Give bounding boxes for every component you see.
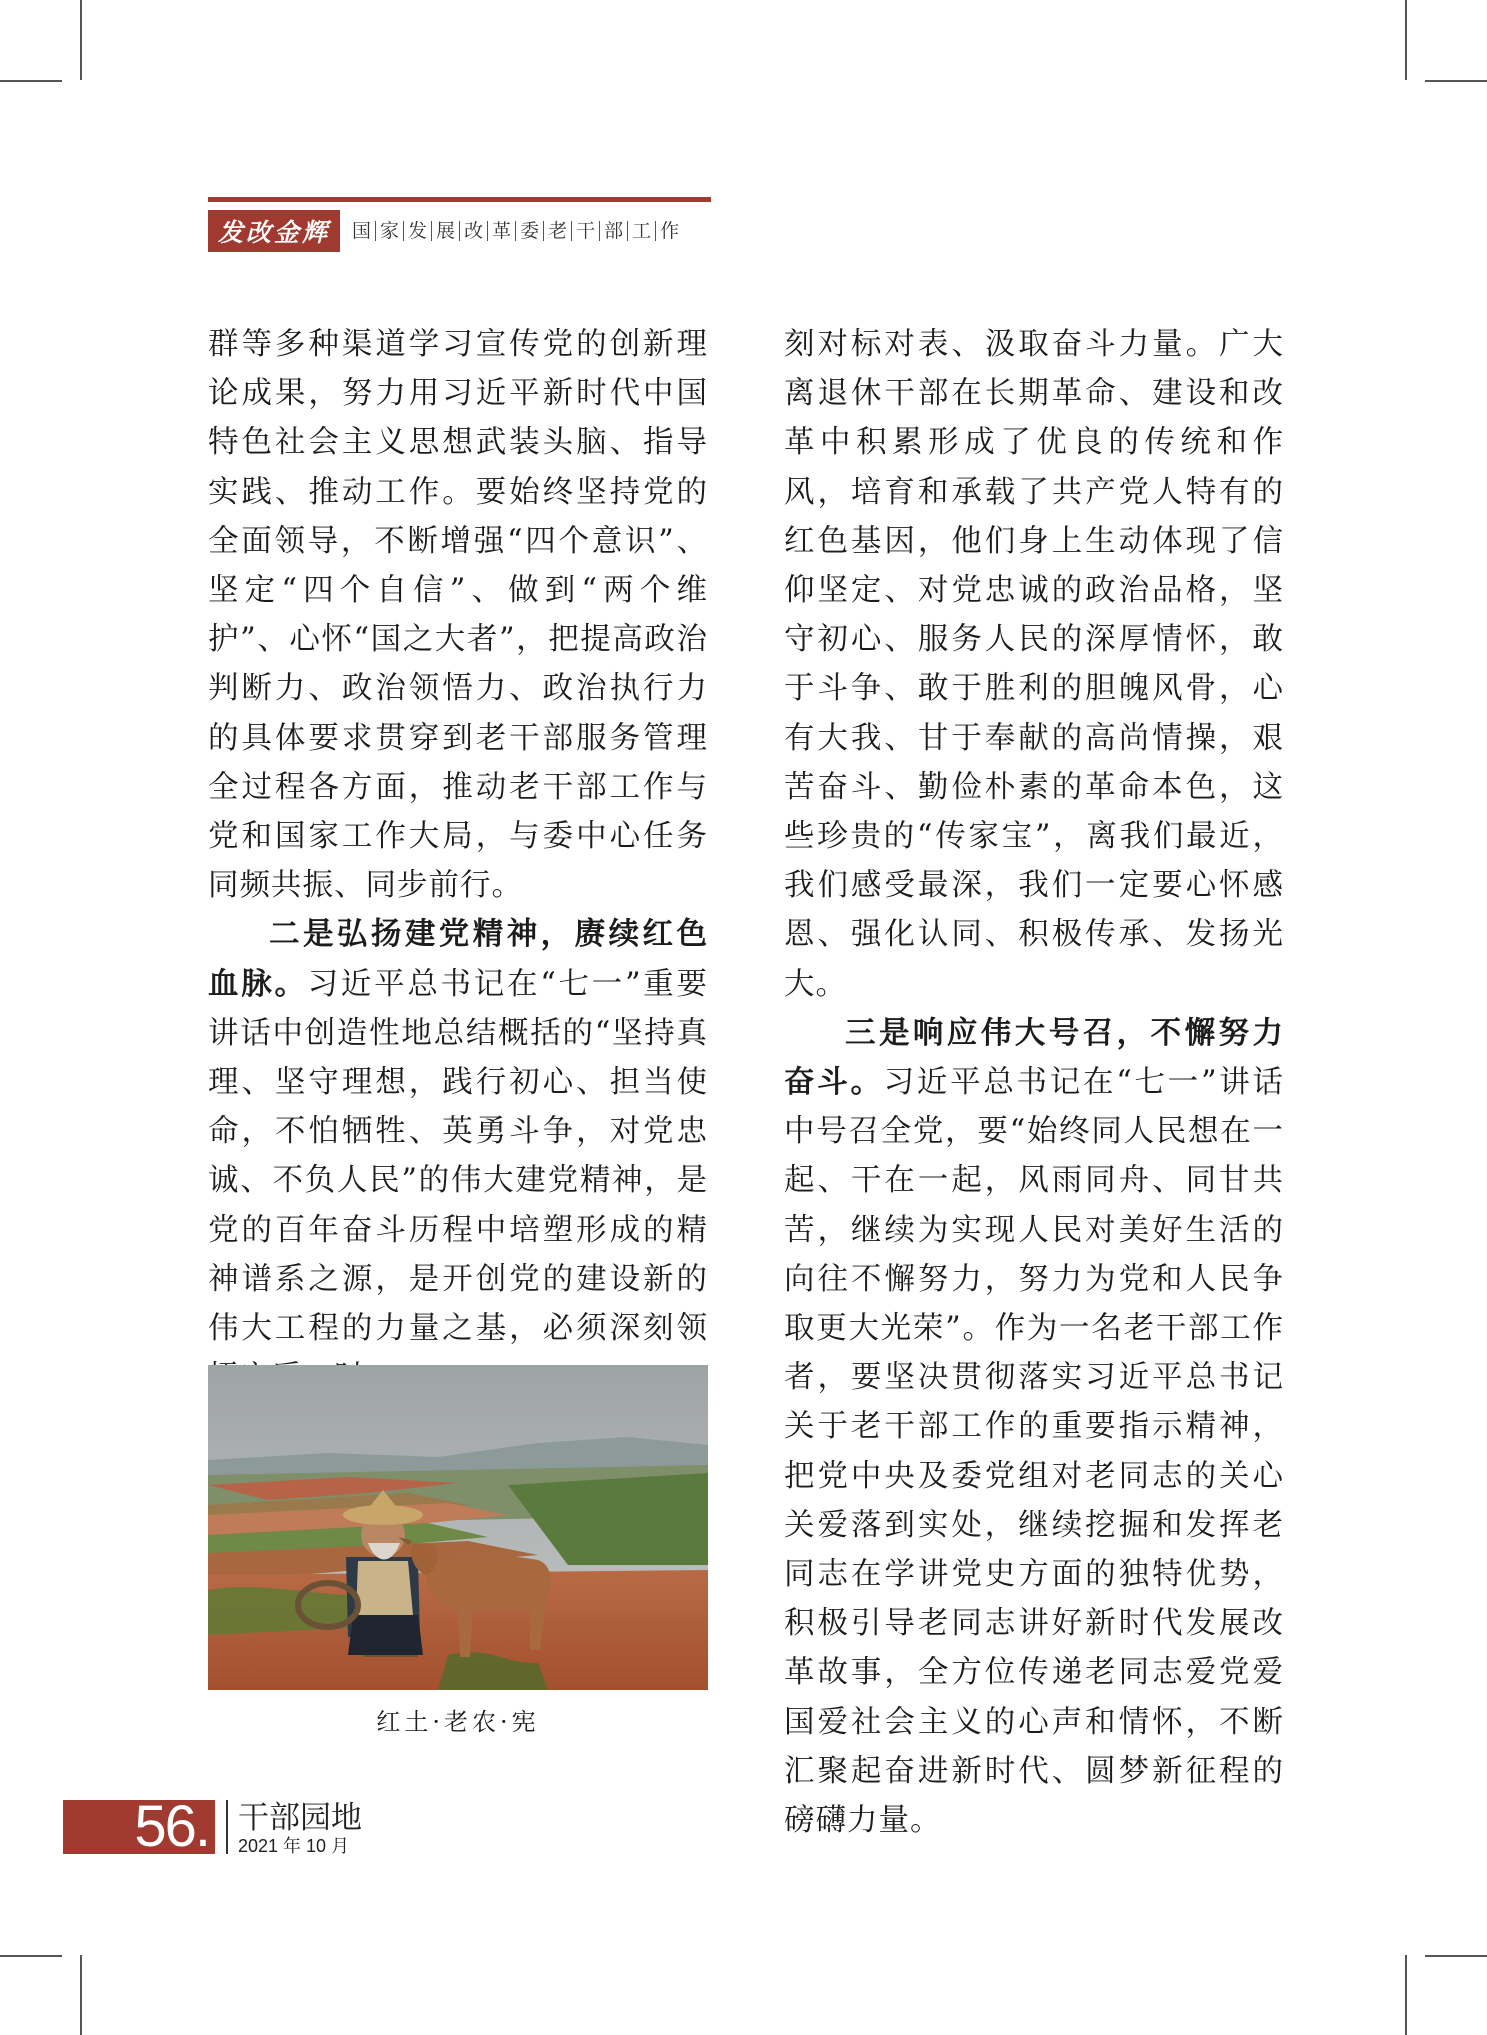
tagline-char: 老 — [543, 221, 571, 241]
tagline-char: 国 — [352, 220, 372, 242]
footer-divider — [226, 1800, 228, 1854]
tagline-char: 改 — [459, 221, 487, 241]
photo-illustration — [208, 1365, 708, 1690]
crop-mark — [0, 1955, 62, 1957]
crop-mark — [80, 1955, 82, 2035]
photo-caption: 红土·老农·宪 — [376, 1708, 540, 1736]
photo-old-farmer-with-goat — [208, 1365, 708, 1690]
tagline-char: 工 — [627, 221, 655, 241]
section-brand: 发改金辉 — [208, 210, 340, 252]
paragraph — [208, 320, 708, 910]
page-number: 56. — [63, 1800, 215, 1854]
tagline-char: 委 — [515, 221, 543, 241]
tagline-char: 家 — [375, 221, 403, 241]
paragraph-lead: 三是响应伟大号召，不懈努力奋斗。 — [784, 1014, 1284, 1101]
section-header — [208, 197, 711, 252]
paragraph — [784, 1009, 1284, 1845]
paragraph-text: 群等多种渠道学习宣传党的创新理论成果，努力用习近平新时代中国特色社会主义思想武装头脑、指导实践、推动工作。要始终坚持党的全面领导，不断增强“四个意识”、坚定“四个自信”、做到“两个维护”、心怀“国之大者”，把提高政治判断力、政治领悟力、政治执行力的具体要求贯穿到老干部服务管理全过程各方面，推动老干部工作与党和国家工作大局，与委中心任务同频共振、同步前行。 — [208, 327, 708, 904]
crop-mark — [1405, 1955, 1407, 2035]
header-rule — [208, 197, 711, 202]
paragraph-text: 刻对标对表、汲取奋斗力量。广大离退休干部在长期革命、建设和改革中积累形成了优良的传统和作风，培育和承载了共产党人特有的红色基因，他们身上生动体现了信仰坚定、对党忠诚的政治品格，坚守初心、服务人民的深厚情怀，敢于斗争、敢于胜利的胆魄风骨，心有大我、甘于奉献的高尚情操，艰苦奋斗、勤俭朴素的革命本色，这些珍贵的“传家宝”，离我们最近，我们感受最深，我们一定要心怀感恩、强化认同、积极传承、发扬光大。 — [784, 327, 1284, 1002]
crop-mark — [1425, 1955, 1487, 1957]
paragraph-text: 习近平总书记在“七一”重要讲话中创造性地总结概括的“坚持真理、坚守理想，践行初心、担当使命，不怕牺牲、英勇斗争，对党忠诚、不负人民”的伟大建党精神，是党的百年奋斗历程中培塑形成的精神谱系之源，是开创党的建设新的伟大工程的力量之基，必须深刻领 — [208, 966, 709, 1347]
tagline-char: 干 — [571, 221, 599, 241]
crop-mark — [80, 0, 82, 80]
paragraph-text: 习近平总书记在“七一”讲话中号召全党，要“始终同人民想在一起、干在一起，风雨同舟、同甘共苦，继续为实现人民对美好生活的向往不懈努力，努力为党和人民争取更大光荣”。作为一名老干部工作者，要坚决贯彻落实习近平总书记关于老干部工作的重要指示精神，把党中央及委党组对老同志的关心关爱落到实处，继续挖掘和发挥老同志在学讲党史方面的独特优势，积极引导老同志讲好新时代发展改革故事，全方位传递老同志爱党爱国爱社会主义的心声和情怀，不断汇聚起奋进新时代、圆梦新征程的磅礴力量。 — [784, 1065, 1285, 1839]
crop-mark — [1405, 0, 1407, 80]
right-column — [784, 320, 1284, 1845]
tagline-char: 部 — [599, 221, 627, 241]
left-column — [208, 320, 708, 1402]
section-tagline — [352, 221, 683, 241]
issue-date: 2021 年 10 月 — [238, 1836, 350, 1856]
tagline-char: 发 — [403, 221, 431, 241]
magazine-title: 干部园地 — [238, 1800, 362, 1835]
tagline-char: 革 — [487, 221, 515, 241]
paragraph — [784, 320, 1284, 1009]
crop-mark — [1425, 80, 1487, 82]
paragraph — [208, 910, 708, 1402]
paragraph-lead: 二是弘扬建党精神，赓续红色血脉。 — [208, 916, 708, 1002]
tagline-char: 作 — [655, 221, 683, 241]
crop-mark — [0, 80, 62, 82]
tagline-char: 展 — [431, 221, 459, 241]
